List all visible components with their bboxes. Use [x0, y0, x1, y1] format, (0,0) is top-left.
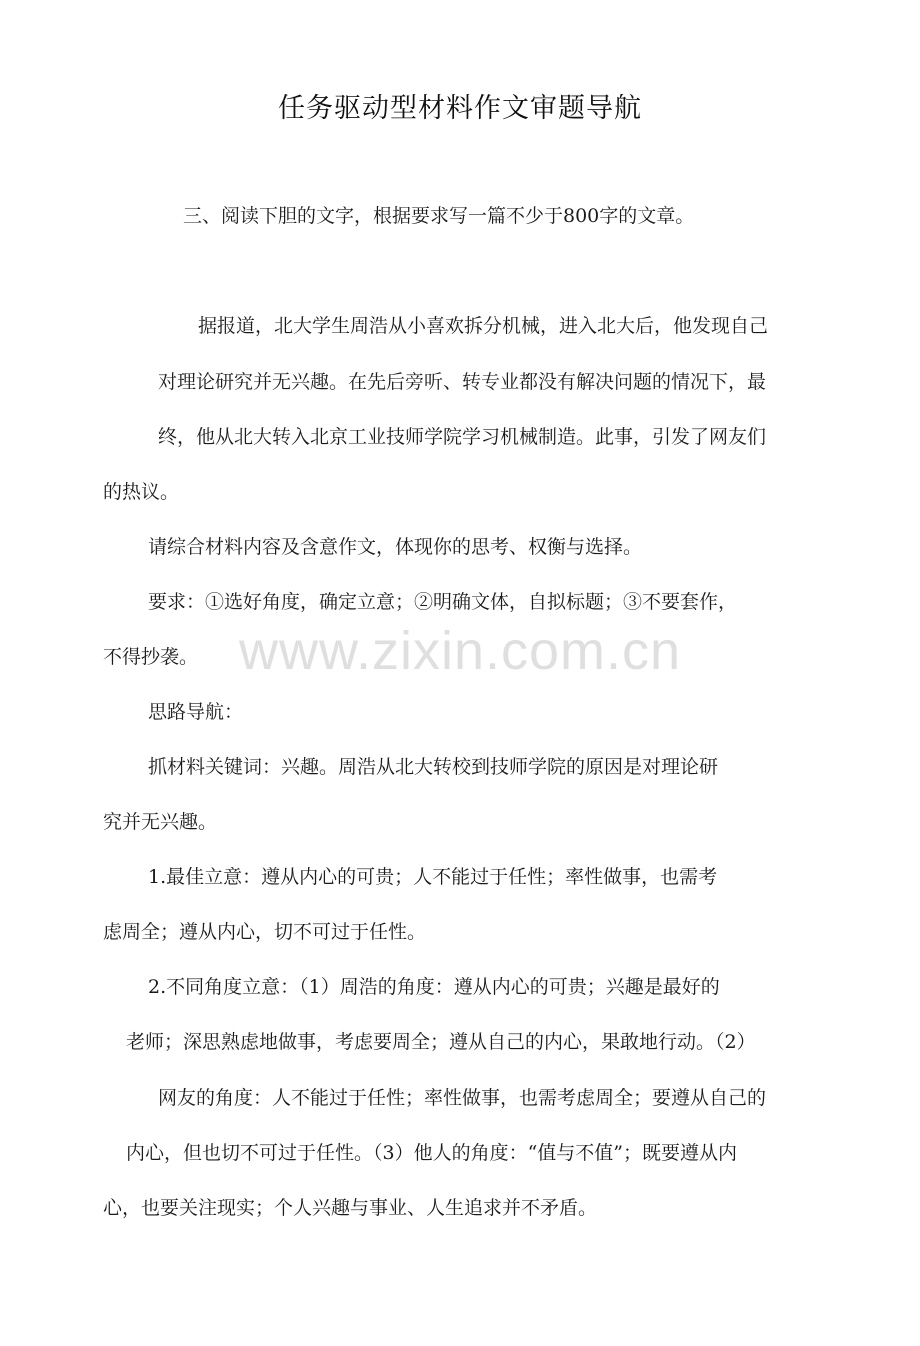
- point-2-line-5: 心，也要关注现实；个人兴趣与事业、人生追求并不矛盾。: [103, 1197, 598, 1219]
- material-line-2: 对理论研究并无兴趣。在先后旁听、转专业都没有解决问题的情况下，最: [158, 371, 767, 393]
- keywords-line-2: 究并无兴趣。: [103, 811, 218, 833]
- point-2-line-2: 老师；深思熟虑地做事，考虑要周全；遵从自己的内心，果敢地行动。（2）: [126, 1031, 756, 1053]
- material-line-4: 的热议。: [103, 481, 180, 503]
- document-title: 任务驱动型材料作文审题导航: [278, 93, 642, 124]
- instruction-line: 请综合材料内容及含意作文，体现你的思考、权衡与选择。: [148, 536, 643, 558]
- point-1-line-1: 1.最佳立意：遵从内心的可贵；人不能过于任性；率性做事，也需考: [148, 866, 718, 888]
- requirements-line-2: 不得抄袭。: [103, 646, 199, 668]
- point-2-line-1: 2.不同角度立意：（1）周浩的角度：遵从内心的可贵；兴趣是最好的: [148, 976, 720, 998]
- point-1-line-2: 虑周全；遵从内心，切不可过于任性。: [103, 921, 427, 943]
- point-2-line-4: 内心，但也切不可过于任性。（3）他人的角度：“值与不值”；既要遵从内: [126, 1142, 738, 1164]
- guide-heading: 思路导航：: [148, 701, 244, 723]
- material-line-1: 据报道，北大学生周浩从小喜欢拆分机械，进入北大后，他发现自己: [198, 315, 769, 337]
- task-prompt: 三、阅读下胆的文字，根据要求写一篇不少于800字的文章。: [183, 205, 695, 227]
- watermark: www.zixin.com.cn: [238, 621, 682, 681]
- keywords-line-1: 抓材料关键词：兴趣。周浩从北大转校到技师学院的原因是对理论研: [148, 756, 719, 778]
- requirements-line-1: 要求：①选好角度，确定立意；②明确文体，自拟标题；③不要套作，: [148, 591, 738, 613]
- material-line-3: 终，他从北大转入北京工业技师学院学习机械制造。此事，引发了网友们: [158, 426, 767, 448]
- point-2-line-3: 网友的角度：人不能过于任性；率性做事，也需考虑周全；要遵从自己的: [158, 1087, 767, 1109]
